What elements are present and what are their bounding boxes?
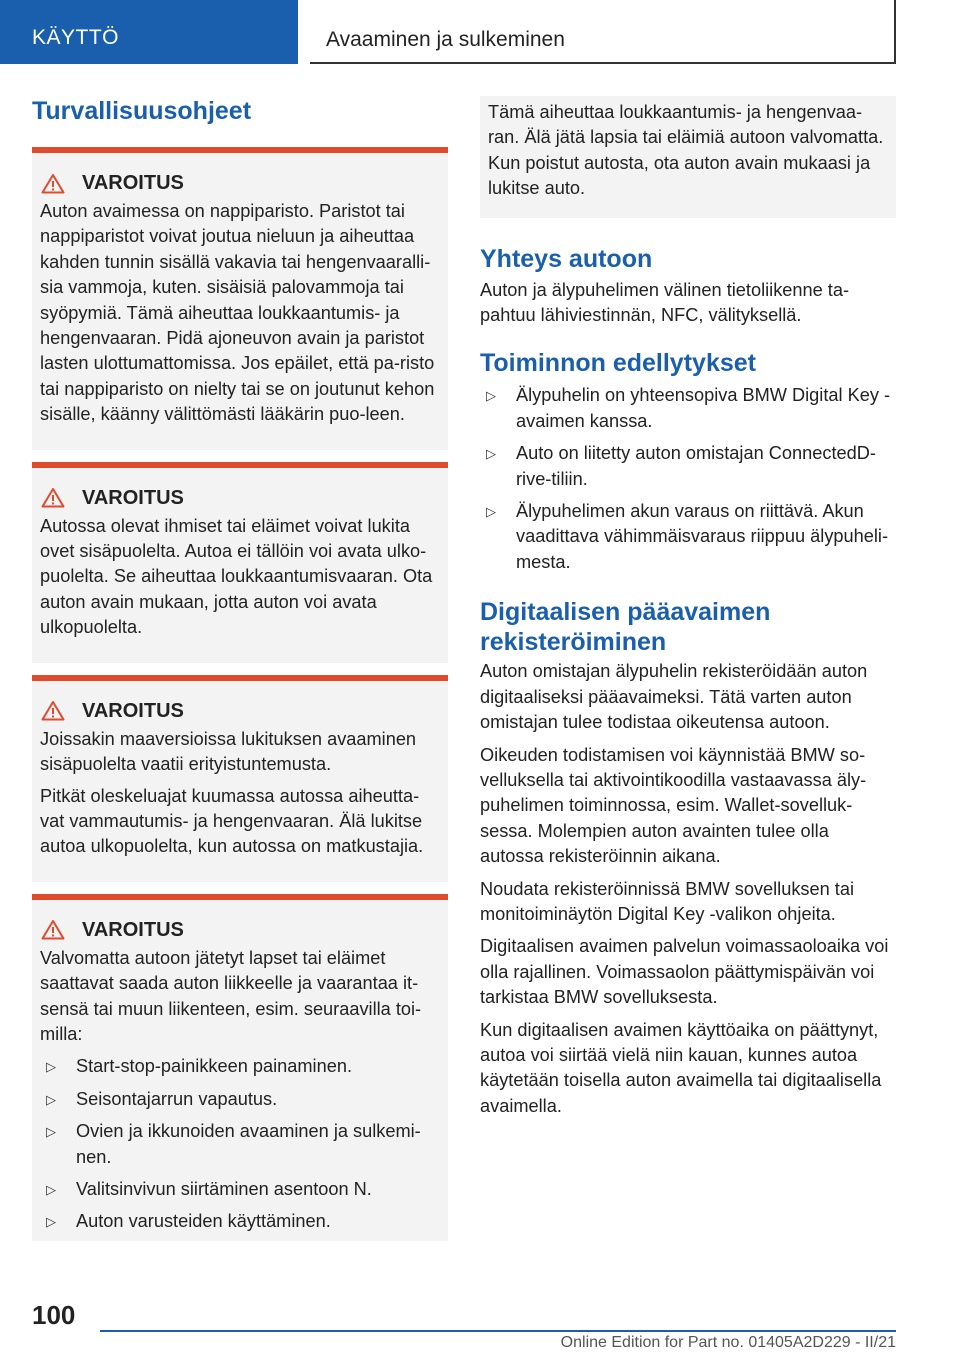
warning-text: Auton avaimessa on nappiparisto. Paristot tai nappiparistot voivat joutua nieluun ja aiheuttaa kahden tunnin sisällä vakavia tai hengenvaaralli-sia vammoja, kuten. sisäisiä palovammoja tai syöpymiä. Tämä aiheuttaa loukkaantumis- ja hengenvaaran. Pidä ajoneuvon avain ja paristot lasten ulottumattomissa. Jos epäilet, että pa-risto tai nappiparisto on nielty tai se on joutunut kehon sisälle, käänny välittömästi lääkärin puo-leen.: [40, 201, 435, 425]
warning-label: VAROITUS: [82, 699, 184, 722]
list-item: [480, 383, 896, 434]
warning-continuation-text: Tämä aiheuttaa loukkaantumis- ja hengenvaa-ran. Älä jätä lapsia tai eläimiä autoon valvomatta. Kun poistut autosta, ota auton avain mukaasi ja lukitse auto.: [488, 102, 884, 199]
warning-list: [40, 1054, 440, 1234]
warning-triangle-icon: [41, 487, 65, 508]
warning-continuation: [480, 96, 896, 218]
registration-paragraph: Oikeuden todistamisen voi käynnistää BMW so-velluksella tai aktivointikoodilla vastaavassa äly-puhelimen toiminnossa, esim. Wallet-sovelluk-sessa. Molempien auton avainten tulee olla autossa rekisteröinnin aikana.: [480, 744, 867, 867]
warning-text: Pitkät oleskeluajat kuumassa autossa aiheutta-vat vammautumis- ja hengenvaaran. Älä lukitse autoa ulkopuolelta, kun autossa on matkustajia.: [40, 785, 424, 857]
warning-triangle-icon: [41, 919, 65, 940]
triangle-right-icon: ▷: [46, 1214, 56, 1230]
section-title-safety: Turvallisuusohjeet: [32, 97, 252, 125]
footer-divider: [100, 1330, 896, 1332]
section-title-registration: Digitaalisen pääavaimen rekisteröiminen: [480, 598, 771, 657]
header-section-label: KÄYTTÖ: [32, 26, 120, 49]
triangle-right-icon: ▷: [486, 388, 496, 404]
registration-paragraph: Noudata rekisteröinnissä BMW sovelluksen tai monitoiminäytön Digital Key -valikon ohjeita.: [480, 878, 855, 924]
warning-box-battery: [32, 147, 448, 450]
list-item-text: Älypuhelimen akun varaus on riittävä. Akun vaadittava vähimmäisvaraus riippuu älypuheli-mesta.: [516, 501, 889, 572]
section-title-connection: Yhteys autoon: [480, 244, 653, 273]
registration-paragraph: Digitaalisen avaimen palvelun voimassaoloaika voi olla rajallinen. Voimassaolon päättymispäivän voi tarkistaa BMW sovelluksesta.: [480, 936, 889, 1008]
list-item: [480, 499, 896, 575]
footer-edition: Online Edition for Part no. 01405A2D229 - II/21: [560, 1334, 896, 1351]
warning-text: Joissakin maaversioissa lukituksen avaaminen sisäpuolelta vaatii erityistuntemusta.: [40, 728, 417, 775]
warning-box-locking: [32, 462, 448, 663]
warning-triangle-icon: [41, 700, 65, 721]
registration-paragraph: Kun digitaalisen avaimen käyttöaika on päättynyt, autoa voi siirtää vielä niin kauan, kunnes autoa käytetään toisella auton avaimella tai digitaalisella avaimella.: [480, 1019, 882, 1116]
warning-label: VAROITUS: [82, 172, 184, 194]
header-title: Avaaminen ja sulkeminen: [326, 28, 565, 51]
triangle-right-icon: ▷: [46, 1181, 56, 1197]
triangle-right-icon: ▷: [486, 504, 496, 520]
list-item: [480, 441, 896, 492]
header-title-box: [310, 0, 896, 64]
warning-box-heat: [32, 675, 448, 882]
list-item-text: Auton varusteiden käyttäminen.: [76, 1211, 331, 1232]
warning-heading: [40, 486, 440, 510]
right-column: [480, 96, 896, 1119]
triangle-right-icon: ▷: [46, 1124, 56, 1140]
list-item: [40, 1119, 440, 1170]
warning-heading: [40, 171, 440, 195]
requirements-list: [480, 383, 896, 575]
warning-text: Valvomatta autoon jätetyt lapset tai eläimet saattavat saada auton liikkeelle ja vaarantaa it-sensä tai muun liikenteen, esim. seuraavilla toi-milla:: [40, 947, 422, 1044]
section-title-requirements: Toiminnon edellytykset: [480, 349, 756, 378]
list-item: [40, 1054, 440, 1079]
warning-label: VAROITUS: [82, 918, 184, 941]
triangle-right-icon: ▷: [46, 1059, 56, 1075]
left-column: [32, 96, 448, 1241]
warning-heading: [40, 699, 440, 723]
list-item-text: Seisontajarrun vapautus.: [76, 1088, 278, 1109]
warning-triangle-icon: [41, 173, 65, 194]
registration-paragraph: Auton omistajan älypuhelin rekisteröidään auton digitaaliseksi pääavaimeksi. Tätä varten auton omistajan tulee todistaa oikeutensa autoon.: [480, 661, 868, 733]
list-item: [40, 1209, 440, 1234]
warning-text: Autossa olevat ihmiset tai eläimet voivat lukita ovet sisäpuolelta. Autoa ei tällöin voi avata ulko-puolelta. Se aiheuttaa loukkaantumisvaaran. Ota auton avain mukaan, jotta auton voi avata ulkopuolelta.: [40, 515, 433, 638]
warning-label: VAROITUS: [82, 486, 184, 509]
list-item-text: Valitsinvivun siirtäminen asentoon N.: [76, 1178, 372, 1199]
header-section-tab: [0, 0, 298, 64]
connection-text: Auton ja älypuhelimen välinen tietoliikenne ta-pahtuu lähiviestinnän, NFC, välityksellä.: [480, 279, 850, 326]
list-item-text: Start-stop-painikkeen painaminen.: [76, 1056, 353, 1077]
warning-box-children: [32, 894, 448, 1241]
list-item-text: Ovien ja ikkunoiden avaaminen ja sulkemi-nen.: [76, 1121, 421, 1167]
warning-heading: [40, 918, 440, 942]
list-item: [40, 1087, 440, 1112]
list-item: [40, 1177, 440, 1202]
triangle-right-icon: ▷: [46, 1091, 56, 1107]
list-item-text: Auto on liitetty auton omistajan ConnectedD-rive-tiliin.: [516, 443, 876, 489]
list-item-text: Älypuhelin on yhteensopiva BMW Digital Key -avaimen kanssa.: [516, 385, 891, 431]
page-number: 100: [32, 1300, 76, 1330]
triangle-right-icon: ▷: [486, 446, 496, 462]
